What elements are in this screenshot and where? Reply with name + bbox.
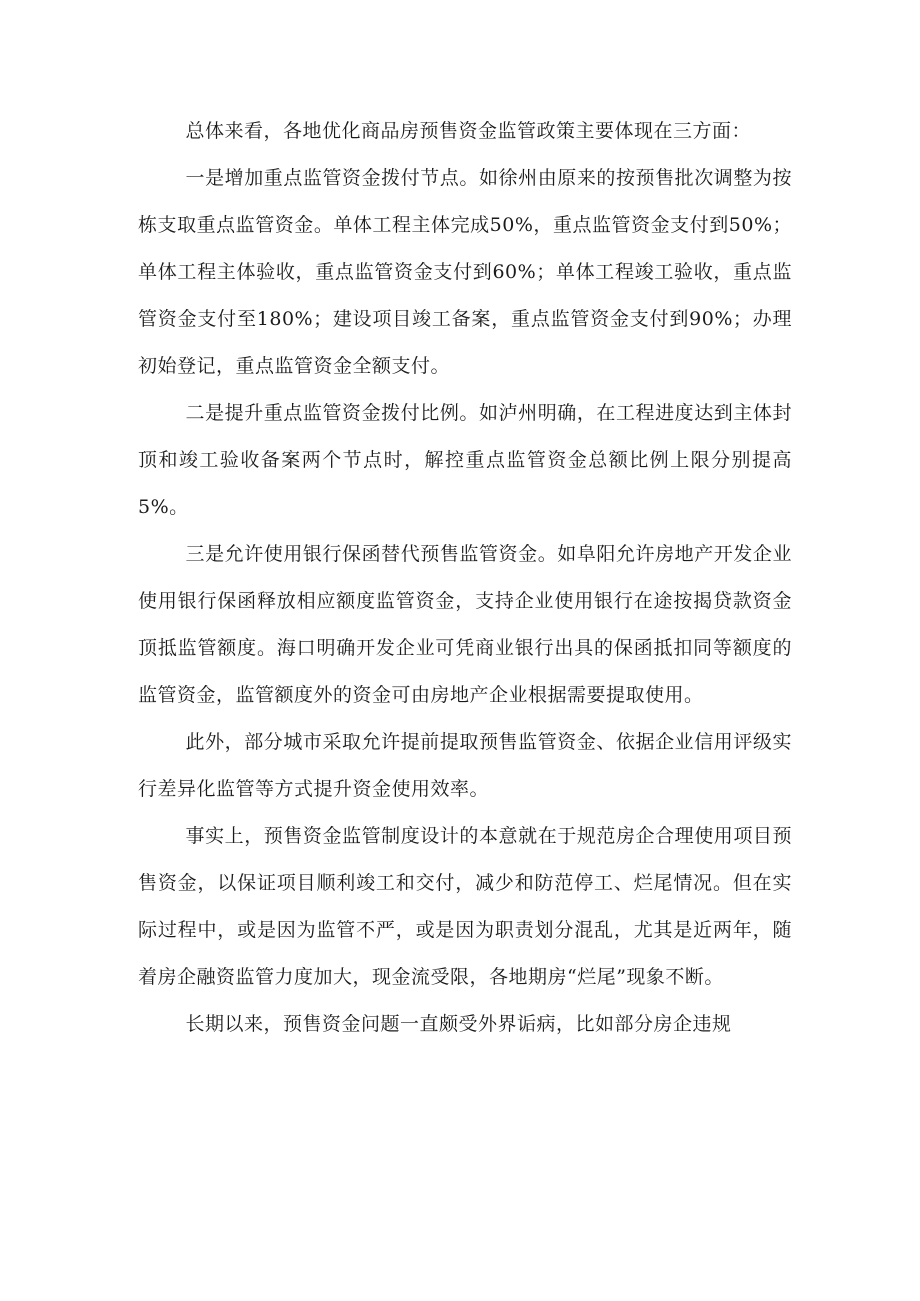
paragraph-in-fact: 事实上，预售资金监管制度设计的本意就在于规范房企合理使用项目预售资金，以保证项目顺利竣工和交付，减少和防范停工、烂尾情况。但在实际过程中，或是因为监管不严，或是因为职责划分混乱，尤其是近两年，随着房企融资监管力度加大，现金流受限，各地期房“烂尾”现象不断。 [138, 825, 792, 988]
paragraph-point-two: 二是提升重点监管资金拨付比例。如泸州明确，在工程进度达到主体封顶和竣工验收备案两个节点时，解控重点监管资金总额比例上限分别提高5%。 [138, 402, 792, 518]
paragraph-summary: 总体来看，各地优化商品房预售资金监管政策主要体现在三方面： [185, 120, 752, 142]
paragraph-additionally: 此外，部分城市采取允许提前提取预售监管资金、依据企业信用评级实行差异化监管等方式提升资金使用效率。 [138, 731, 792, 800]
paragraph-point-one: 一是增加重点监管资金拨付节点。如徐州由原来的按预售批次调整为按栋支取重点监管资金。单体工程主体完成50%，重点监管资金支付到50%；单体工程主体验收，重点监管资金支付到60%；单体工程竣工验收，重点监管资金支付至180%；建设项目竣工备案，重点监管资金支付到90%；办理初始登记，重点监管资金全额支付。 [138, 167, 792, 377]
paragraph-long-term: 长期以来，预售资金问题一直颇受外界诟病，比如部分房企违规 [185, 1013, 732, 1035]
paragraph-point-three: 三是允许使用银行保函替代预售监管资金。如阜阳允许房地产开发企业使用银行保函释放相应额度监管资金，支持企业使用银行在途按揭贷款资金顶抵监管额度。海口明确开发企业可凭商业银行出具的保函抵扣同等额度的监管资金，监管额度外的资金可由房地产企业根据需要提取使用。 [138, 543, 792, 706]
body-text [138, 108, 792, 1048]
